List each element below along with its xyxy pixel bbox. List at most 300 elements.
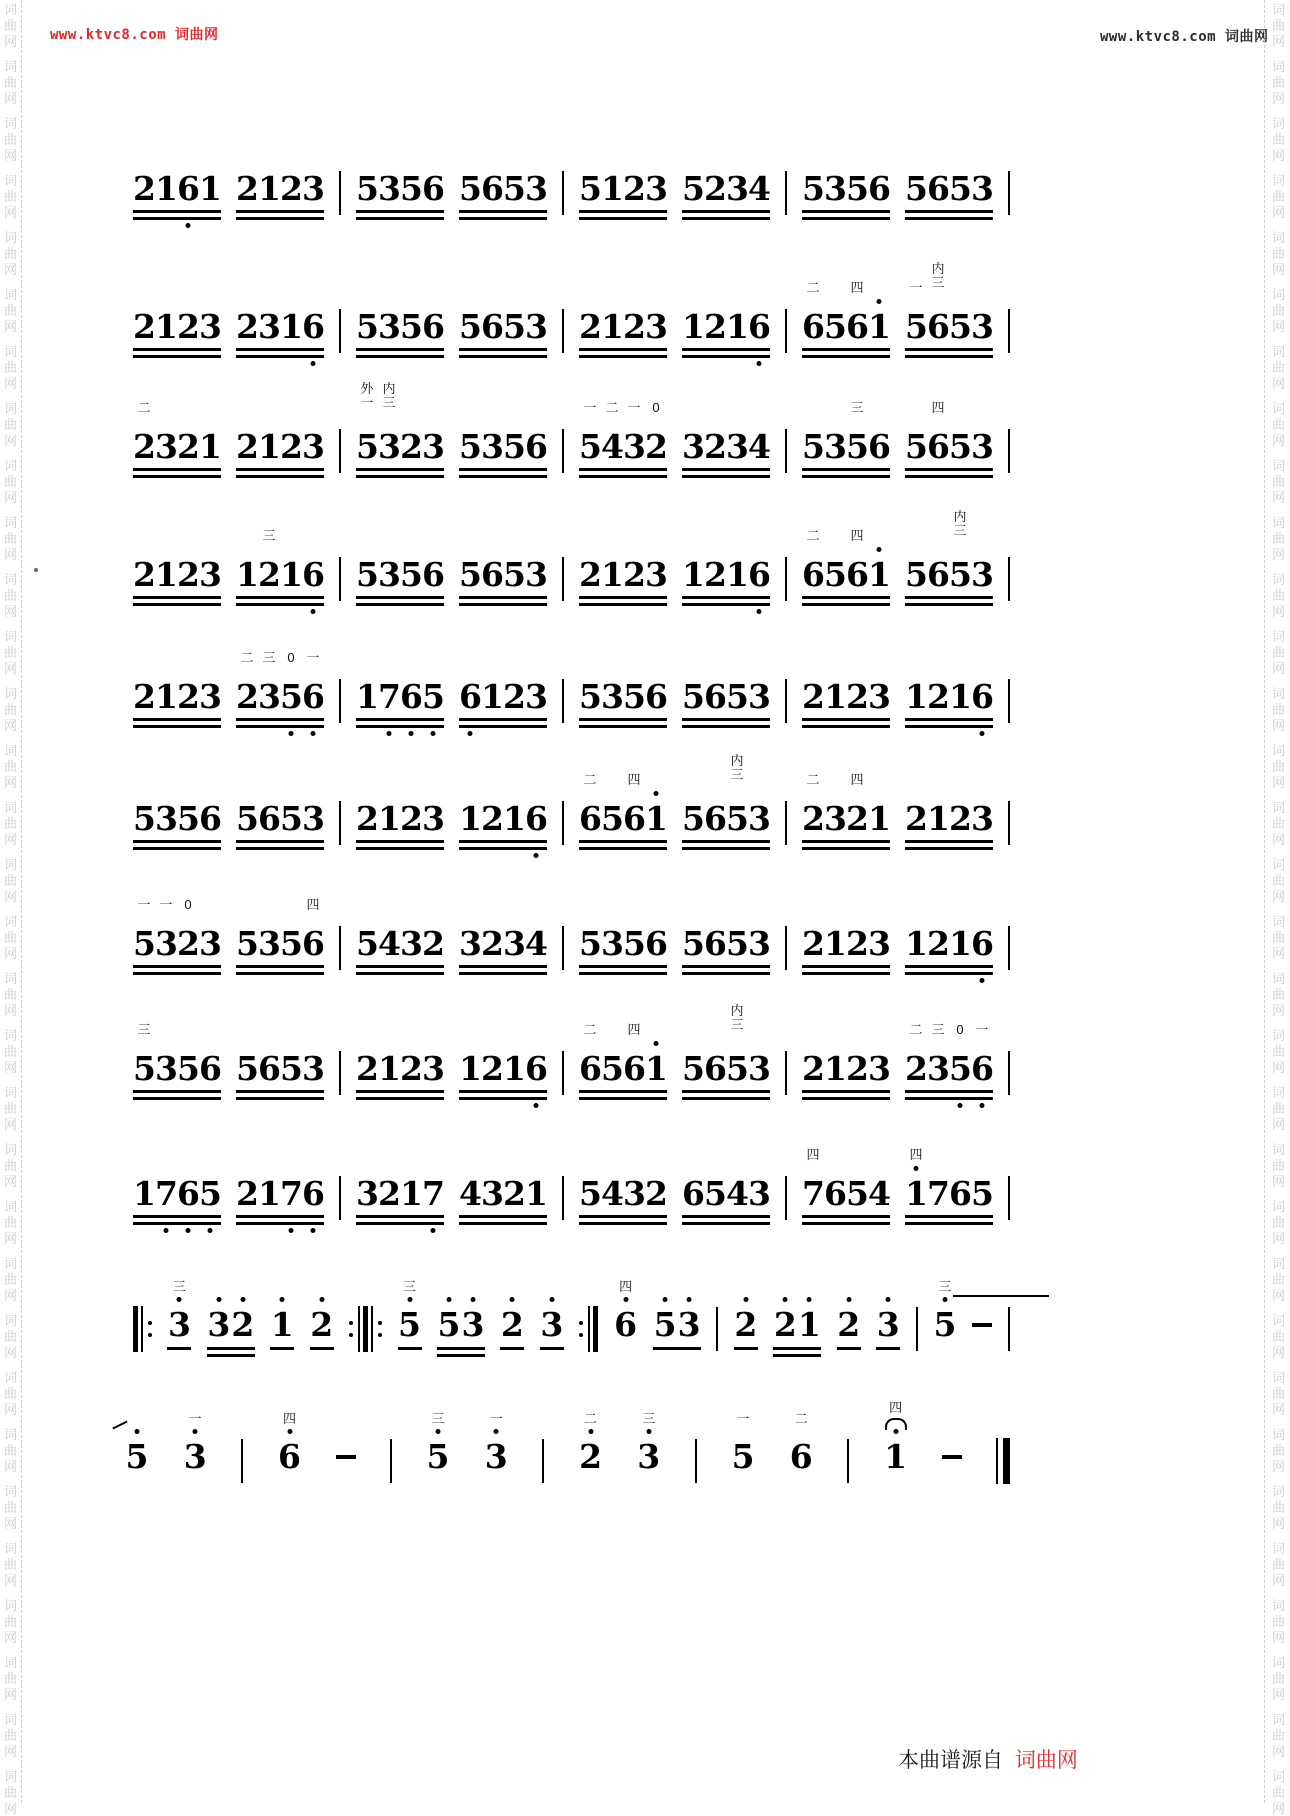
note-digit: 7 bbox=[422, 1175, 444, 1213]
note-digit: 1 bbox=[884, 1438, 908, 1476]
watermark-char: 曲 bbox=[1272, 873, 1286, 888]
note-digit: 2 bbox=[177, 677, 200, 716]
note-digit: 3 bbox=[378, 555, 401, 594]
note-digit: 3 bbox=[199, 677, 222, 716]
note-digit: 1 bbox=[682, 307, 705, 346]
octave-dot-low bbox=[980, 978, 985, 983]
beam-line bbox=[802, 348, 890, 351]
note-digit: 5 bbox=[177, 1049, 200, 1088]
octave-dot-low bbox=[431, 1228, 436, 1233]
note-digits bbox=[682, 1175, 770, 1213]
note-digits bbox=[236, 528, 325, 594]
beam-line bbox=[905, 468, 993, 471]
note-digits bbox=[398, 1306, 422, 1344]
note-digit: 2 二 bbox=[133, 400, 156, 466]
note-digit: 2 bbox=[133, 677, 156, 716]
watermark-char: 网 bbox=[1272, 490, 1286, 505]
note-group bbox=[459, 800, 547, 850]
note-digit: 4 bbox=[601, 1174, 624, 1213]
note-digit: 6 四 bbox=[623, 772, 646, 838]
watermark-char: 词 bbox=[4, 1313, 18, 1328]
fingering-annotation: 四 bbox=[806, 1147, 820, 1162]
note-digit: 2 bbox=[310, 1306, 334, 1344]
note-digit: 5 外 一 bbox=[356, 381, 379, 466]
note-digits bbox=[682, 428, 770, 466]
note-digit: 6 bbox=[645, 924, 668, 963]
watermark-char: 曲 bbox=[1272, 474, 1286, 489]
note-digit: 5 bbox=[704, 1174, 727, 1213]
note-digit: 5 bbox=[579, 677, 602, 716]
coda-note bbox=[207, 1306, 255, 1357]
octave-dot-low bbox=[757, 361, 762, 366]
note-digit: 2 四 bbox=[846, 772, 869, 838]
note-digit: 3 bbox=[199, 555, 222, 594]
beam-line bbox=[682, 210, 770, 213]
repeat-dots bbox=[378, 1308, 382, 1350]
note-digit: 2 bbox=[481, 1049, 504, 1088]
watermark-char: 词 bbox=[1272, 743, 1286, 758]
coda-note bbox=[270, 1306, 294, 1350]
beam-line bbox=[459, 1222, 547, 1225]
beam-line bbox=[356, 348, 444, 351]
beam-line bbox=[682, 468, 770, 471]
fingering-annotation: 0 bbox=[184, 897, 192, 912]
octave-dot-high bbox=[549, 1297, 554, 1302]
watermark-char: 曲 bbox=[4, 1272, 18, 1287]
watermark-char: 网 bbox=[1272, 604, 1286, 619]
beam-line bbox=[905, 348, 993, 351]
watermark-char: 网 bbox=[4, 1573, 18, 1588]
watermark-char: 词 bbox=[1272, 800, 1286, 815]
beam-line bbox=[356, 355, 444, 358]
octave-dot-high bbox=[943, 1297, 948, 1302]
barline bbox=[1008, 801, 1010, 845]
note-digit: 4 bbox=[748, 169, 771, 208]
note-digit: 3 bbox=[971, 799, 994, 838]
beam-line bbox=[905, 840, 993, 843]
note-digit: 5 bbox=[236, 1049, 259, 1088]
barline bbox=[1008, 1176, 1010, 1220]
note-digit: 5 内 三 bbox=[726, 753, 749, 838]
note-digit: 3 bbox=[258, 924, 281, 963]
score-system bbox=[133, 1147, 1010, 1225]
beam-line bbox=[876, 1347, 900, 1350]
watermark-char: 词 bbox=[1272, 1256, 1286, 1271]
barline bbox=[339, 1176, 341, 1220]
beam-line bbox=[167, 1347, 191, 1350]
watermark-char: 曲 bbox=[1272, 759, 1286, 774]
note-group bbox=[133, 1022, 222, 1100]
watermark-char: 曲 bbox=[4, 1443, 18, 1458]
note-digit: 2 bbox=[802, 1049, 825, 1088]
octave-dot-low bbox=[387, 731, 392, 736]
note-digit: 3 bbox=[677, 1306, 701, 1344]
beam-line bbox=[682, 1215, 770, 1218]
barline bbox=[562, 309, 564, 353]
note-group bbox=[802, 170, 890, 220]
watermark-char: 曲 bbox=[4, 930, 18, 945]
watermark-char: 网 bbox=[1272, 946, 1286, 961]
note-digits bbox=[876, 1306, 900, 1344]
repeat-dots bbox=[349, 1308, 353, 1350]
watermark-char: 网 bbox=[4, 1231, 18, 1246]
note-digits bbox=[579, 1438, 603, 1476]
watermark-char: 网 bbox=[1272, 1231, 1286, 1246]
note-digit: 2 bbox=[500, 1306, 524, 1344]
octave-dot-high bbox=[407, 1297, 412, 1302]
beam-line bbox=[682, 475, 770, 478]
note-digits bbox=[133, 170, 221, 208]
watermark-char: 曲 bbox=[4, 1215, 18, 1230]
beam-line bbox=[653, 1347, 701, 1350]
beam-line bbox=[236, 1222, 324, 1225]
watermark-char: 网 bbox=[1272, 1573, 1286, 1588]
note-digit: 3 bbox=[199, 307, 222, 346]
note-digits bbox=[802, 170, 890, 208]
note-digit: 3 bbox=[356, 1174, 379, 1213]
fingering-annotation: 一 bbox=[909, 280, 923, 295]
octave-dot-high bbox=[446, 1297, 451, 1302]
fingering-annotation: 外 bbox=[360, 381, 374, 396]
note-group bbox=[236, 170, 324, 220]
watermark-char: 网 bbox=[4, 775, 18, 790]
octave-dot-low bbox=[208, 1228, 213, 1233]
note-digit: 5 一 bbox=[905, 280, 928, 346]
note-digit: 5 bbox=[802, 427, 825, 466]
beam-line bbox=[579, 1090, 667, 1093]
beam-line bbox=[802, 847, 890, 850]
beam-line bbox=[734, 1347, 758, 1350]
note-digit: 2 bbox=[422, 924, 445, 963]
beam-line bbox=[356, 1097, 444, 1100]
octave-dot-high bbox=[135, 1429, 140, 1434]
watermark-char: 曲 bbox=[4, 417, 18, 432]
beam-line bbox=[802, 1222, 890, 1225]
barline bbox=[1008, 557, 1010, 601]
fingering-annotation: 四 bbox=[909, 1147, 923, 1162]
note-digits bbox=[802, 528, 891, 594]
watermark-char: 词 bbox=[1272, 515, 1286, 530]
beam-line bbox=[682, 718, 770, 721]
note-digit: 5 bbox=[846, 1174, 869, 1213]
note-digit: 2 bbox=[734, 1306, 758, 1344]
coda-note bbox=[837, 1306, 861, 1350]
watermark-char: 网 bbox=[4, 319, 18, 334]
footer-brand-link[interactable]: 词曲网 bbox=[1014, 1749, 1078, 1772]
note-group bbox=[133, 1175, 221, 1225]
note-digits bbox=[579, 1175, 667, 1213]
note-digit: 2 bbox=[579, 307, 602, 346]
fingering-annotation: 四 bbox=[850, 528, 864, 543]
note-digits bbox=[484, 1438, 508, 1476]
watermark-char: 曲 bbox=[4, 645, 18, 660]
fingering-annotation: 三 bbox=[642, 1411, 656, 1426]
beam-line bbox=[133, 1222, 221, 1225]
beam-line bbox=[459, 1097, 547, 1100]
note-digit: 5 bbox=[601, 799, 624, 838]
octave-dot-high bbox=[663, 1297, 668, 1302]
note-digit: 7 bbox=[155, 1175, 177, 1213]
note-group bbox=[356, 170, 444, 220]
watermark-char: 网 bbox=[4, 832, 18, 847]
fingering-annotation: 四 bbox=[627, 1022, 641, 1037]
note-digit: 1 bbox=[601, 307, 624, 346]
note-digits bbox=[236, 308, 324, 346]
note-digit: 1 bbox=[378, 1049, 401, 1088]
watermark-char: 网 bbox=[4, 91, 18, 106]
barline bbox=[785, 429, 787, 473]
fingering-annotation: 一 bbox=[137, 897, 151, 912]
watermark-char: 曲 bbox=[1272, 1044, 1286, 1059]
fingering-annotation: 三 bbox=[953, 523, 967, 538]
beam-line bbox=[905, 1097, 993, 1100]
beam-line bbox=[133, 725, 221, 728]
coda-note bbox=[789, 1411, 813, 1476]
note-digit: 2 bbox=[177, 555, 200, 594]
note-digit: 2 bbox=[704, 307, 727, 346]
note-digits bbox=[905, 925, 993, 963]
watermark-char: 曲 bbox=[4, 1614, 18, 1629]
note-group bbox=[579, 1022, 668, 1100]
note-digit: 3 bbox=[868, 1049, 891, 1088]
score-system bbox=[133, 381, 1010, 478]
barline bbox=[1008, 1307, 1010, 1351]
note-digits bbox=[236, 650, 325, 716]
octave-dot-low bbox=[980, 1103, 985, 1108]
note-digit: 3 bbox=[971, 555, 994, 594]
note-digits bbox=[802, 925, 890, 963]
barline bbox=[562, 679, 564, 723]
note-digit: 3 bbox=[682, 427, 705, 466]
watermark-char: 网 bbox=[1272, 661, 1286, 676]
beam-line bbox=[579, 725, 667, 728]
note-digit: 6 bbox=[704, 799, 727, 838]
beam-line bbox=[236, 596, 324, 599]
note-digit: 2 bbox=[400, 427, 423, 466]
note-digits bbox=[802, 400, 891, 466]
note-digit: 5 bbox=[682, 799, 705, 838]
note-digit: 3 一 bbox=[155, 897, 178, 963]
watermark-char: 词 bbox=[1272, 857, 1286, 872]
watermark-char: 曲 bbox=[1272, 1785, 1286, 1800]
note-digit: 6 bbox=[949, 1174, 972, 1213]
note-digits bbox=[579, 170, 667, 208]
note-digit: 5 bbox=[280, 799, 303, 838]
note-digit: 3 bbox=[824, 427, 847, 466]
octave-dot-low bbox=[468, 731, 473, 736]
beam-line bbox=[236, 603, 324, 606]
beam-line bbox=[802, 718, 890, 721]
beam-line bbox=[459, 210, 547, 213]
watermark-char: 曲 bbox=[1272, 1557, 1286, 1572]
note-digit: 2 bbox=[623, 555, 646, 594]
note-digit: 6 内 三 bbox=[927, 261, 950, 346]
note-digits bbox=[356, 381, 445, 466]
note-digit: 5 bbox=[400, 555, 423, 594]
beam-line bbox=[579, 1215, 667, 1218]
note-digit: 3 bbox=[167, 1306, 191, 1344]
fingering-annotation: 一 bbox=[306, 650, 320, 665]
barline bbox=[847, 1439, 849, 1483]
barline bbox=[339, 1051, 341, 1095]
beam-line bbox=[802, 475, 890, 478]
beam-line bbox=[905, 355, 993, 358]
note-digits bbox=[125, 1438, 149, 1476]
watermark-char: 曲 bbox=[1272, 816, 1286, 831]
beam-line bbox=[905, 210, 993, 213]
note-digit: 2 bbox=[400, 799, 423, 838]
watermark-char: 词 bbox=[4, 116, 18, 131]
watermark-char: 曲 bbox=[1272, 1614, 1286, 1629]
note-digit: 6 bbox=[704, 1049, 727, 1088]
stray-ink-dot bbox=[34, 568, 38, 572]
watermark-char: 曲 bbox=[1272, 75, 1286, 90]
note-digit: 3 bbox=[525, 555, 548, 594]
note-digit: 3 一 bbox=[623, 400, 646, 466]
note-digit: 6 bbox=[302, 308, 324, 346]
note-digits bbox=[905, 261, 994, 346]
beam-line bbox=[133, 718, 221, 721]
fingering-annotation: 二 bbox=[806, 772, 820, 787]
beam-line bbox=[236, 217, 324, 220]
beam-line bbox=[133, 475, 221, 478]
note-digit: 6 bbox=[177, 170, 199, 208]
note-digit: 5 bbox=[579, 1174, 602, 1213]
beam-line bbox=[356, 847, 444, 850]
barline bbox=[562, 926, 564, 970]
watermark-char: 网 bbox=[1272, 889, 1286, 904]
barline bbox=[339, 309, 341, 353]
fingering-annotation: 一 bbox=[736, 1411, 750, 1426]
note-group bbox=[905, 400, 994, 478]
note-digits bbox=[734, 1306, 758, 1344]
watermark-char: 网 bbox=[1272, 34, 1286, 49]
footer-credit-text: 本曲谱源自 bbox=[898, 1749, 1003, 1772]
watermark-char: 曲 bbox=[1272, 987, 1286, 1002]
watermark-char: 词 bbox=[4, 1712, 18, 1727]
note-group bbox=[356, 925, 444, 975]
fingering-annotation-stack bbox=[730, 754, 743, 782]
note-group bbox=[459, 678, 547, 728]
note-digit: 3 bbox=[461, 1306, 485, 1344]
beam-line bbox=[579, 210, 667, 213]
watermark-char: 词 bbox=[1272, 1712, 1286, 1727]
note-group bbox=[236, 1175, 324, 1225]
score-system bbox=[133, 897, 1010, 975]
barline bbox=[1008, 679, 1010, 723]
note-digit: 5 0 bbox=[280, 678, 302, 716]
note-digit: 6 bbox=[927, 169, 950, 208]
watermark-char: 曲 bbox=[4, 246, 18, 261]
note-digits bbox=[802, 678, 890, 716]
note-digit: 2 bbox=[704, 169, 727, 208]
beam-line bbox=[802, 603, 890, 606]
note-group bbox=[682, 1175, 770, 1225]
watermark-char: 网 bbox=[1272, 1687, 1286, 1702]
note-digit: 3 bbox=[155, 799, 178, 838]
note-digit: 5 bbox=[949, 307, 972, 346]
note-digit: 7 四 bbox=[802, 1147, 825, 1213]
note-digit: 1 bbox=[868, 308, 890, 346]
fingering-annotation: 四 bbox=[850, 280, 864, 295]
note-group bbox=[236, 1050, 324, 1100]
beam-line bbox=[682, 725, 770, 728]
watermark-char: 网 bbox=[1272, 547, 1286, 562]
note-digit: 5 bbox=[503, 427, 526, 466]
note-digit: 5 bbox=[824, 307, 847, 346]
watermark-char: 词 bbox=[4, 914, 18, 929]
note-digit: 5 bbox=[905, 169, 928, 208]
octave-dot-low bbox=[186, 223, 191, 228]
note-digits bbox=[731, 1438, 755, 1476]
note-digit: 2 bbox=[280, 169, 303, 208]
beam-line bbox=[579, 840, 667, 843]
note-digits bbox=[236, 428, 324, 466]
watermark-char: 网 bbox=[1272, 1630, 1286, 1645]
watermark-char: 曲 bbox=[4, 1158, 18, 1173]
beam-line bbox=[579, 847, 667, 850]
note-digit: 1 bbox=[155, 677, 178, 716]
coda-note bbox=[731, 1411, 755, 1476]
fingering-annotation-stack bbox=[931, 262, 944, 290]
watermark-char: 网 bbox=[4, 1174, 18, 1189]
watermark-char: 网 bbox=[4, 661, 18, 676]
note-digit: 3 bbox=[601, 677, 624, 716]
note-digit: 2 bbox=[133, 307, 156, 346]
note-digit: 2 bbox=[623, 169, 646, 208]
watermark-char: 网 bbox=[1272, 1288, 1286, 1303]
note-digit: 5 bbox=[437, 1306, 461, 1344]
beam-line bbox=[310, 1347, 334, 1350]
watermark-char: 词 bbox=[4, 1199, 18, 1214]
note-digits bbox=[459, 1175, 547, 1213]
note-digits bbox=[356, 1050, 444, 1088]
beam-line bbox=[236, 468, 324, 471]
note-digit: 5 bbox=[356, 307, 379, 346]
beam-line bbox=[133, 603, 221, 606]
note-digits bbox=[905, 170, 993, 208]
note-digit: 5 bbox=[398, 1306, 422, 1344]
beam-line bbox=[207, 1354, 255, 1357]
note-digit: 3 bbox=[302, 427, 325, 466]
beam-line bbox=[133, 348, 221, 351]
note-digits bbox=[356, 1175, 444, 1213]
beam-line bbox=[459, 468, 547, 471]
note-digit: 4 bbox=[868, 1174, 891, 1213]
octave-dot-high bbox=[687, 1297, 692, 1302]
note-digit: 5 bbox=[356, 555, 379, 594]
octave-dot-high bbox=[193, 1429, 198, 1434]
watermark-char: 词 bbox=[1272, 116, 1286, 131]
note-digit: 3 bbox=[183, 1438, 207, 1476]
watermark-char: 词 bbox=[1272, 572, 1286, 587]
note-group bbox=[356, 1175, 444, 1225]
note-digit: 2 bbox=[704, 427, 727, 466]
note-group bbox=[236, 897, 325, 975]
beam-line bbox=[905, 1222, 993, 1225]
beam-line bbox=[773, 1347, 821, 1350]
watermark-char: 网 bbox=[4, 1345, 18, 1360]
note-group bbox=[682, 925, 770, 975]
note-group bbox=[356, 308, 444, 358]
note-digit: 2 bbox=[236, 1174, 259, 1213]
fingering-annotation: 三 bbox=[172, 1279, 186, 1294]
beam-line bbox=[356, 475, 444, 478]
watermark-char: 网 bbox=[4, 262, 18, 277]
note-digits bbox=[905, 800, 993, 838]
note-group bbox=[459, 1050, 547, 1100]
watermark-char: 网 bbox=[4, 490, 18, 505]
